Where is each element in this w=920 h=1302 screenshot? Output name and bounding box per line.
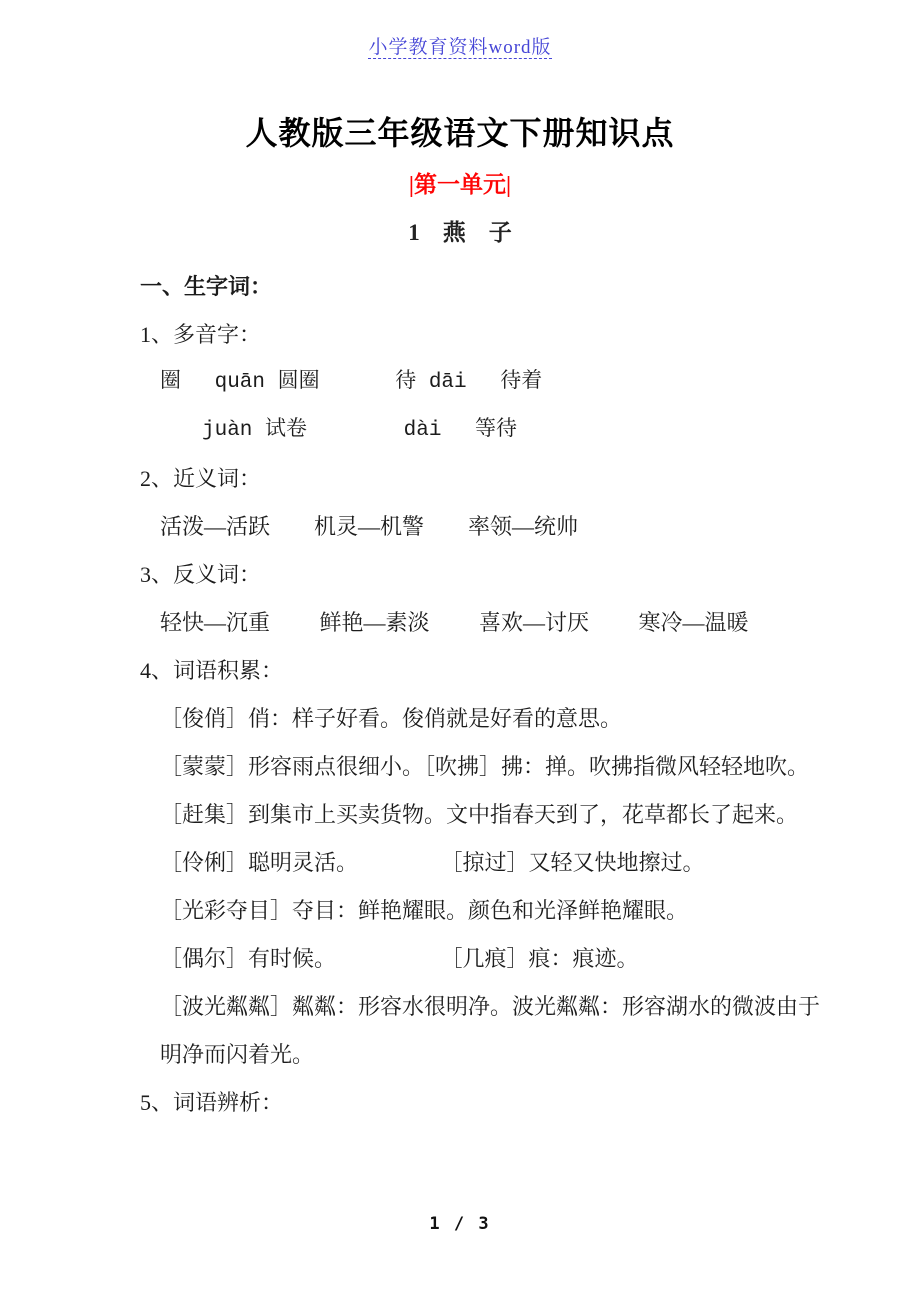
- antonyms-line: 轻快—沉重 鲜艳—素淡 喜欢—讨厌 寒冷—温暖: [160, 610, 749, 635]
- word-definition: ［偶尔］有时候。 ［几痕］痕：痕迹。: [160, 946, 639, 971]
- polyphonic-line-2: juàn 试卷 dài 等待: [202, 419, 518, 442]
- item-polyphonic-characters: 1、多音字：: [140, 322, 262, 347]
- item-antonyms: 3、反义词：: [140, 562, 262, 587]
- header-link[interactable]: 小学教育资料word版: [368, 37, 552, 58]
- document-title: 人教版三年级语文下册知识点: [245, 115, 675, 151]
- page-number: 1 / 3: [429, 1214, 491, 1234]
- word-definition: ［伶俐］聪明灵活。 ［掠过］又轻又快地擦过。: [160, 850, 705, 875]
- item-word-accumulation: 4、词语积累：: [140, 658, 284, 683]
- word-definition: ［波光粼粼］粼粼：形容水很明净。波光粼粼：形容湖水的微波由于明净而闪着光。: [160, 994, 821, 1067]
- synonyms-line: 活泼—活跃 机灵—机警 率领—统帅: [160, 514, 579, 539]
- item-word-discrimination: 5、词语辨析：: [140, 1090, 284, 1115]
- word-definition: ［赶集］到集市上买卖货物。文中指春天到了，花草都长了起来。: [160, 802, 799, 827]
- item-synonyms: 2、近义词：: [140, 466, 262, 491]
- lesson-heading: 1 燕 子: [408, 220, 512, 245]
- unit-heading: |第一单元|: [408, 172, 512, 197]
- word-definition: ［俊俏］俏：样子好看。俊俏就是好看的意思。: [160, 706, 623, 731]
- word-definition: ［蒙蒙］形容雨点很细小。［吹拂］拂：掸。吹拂指微风轻轻地吹。: [160, 754, 810, 779]
- section-heading-new-words: 一、生字词：: [140, 274, 273, 299]
- document-body: [140, 263, 840, 1127]
- word-definition: ［光彩夺目］夺目：鲜艳耀眼。颜色和光泽鲜艳耀眼。: [160, 898, 689, 923]
- document-header: [0, 0, 920, 59]
- polyphonic-line-1: 圈 quān 圆圈 待 dāi 待着: [160, 371, 543, 394]
